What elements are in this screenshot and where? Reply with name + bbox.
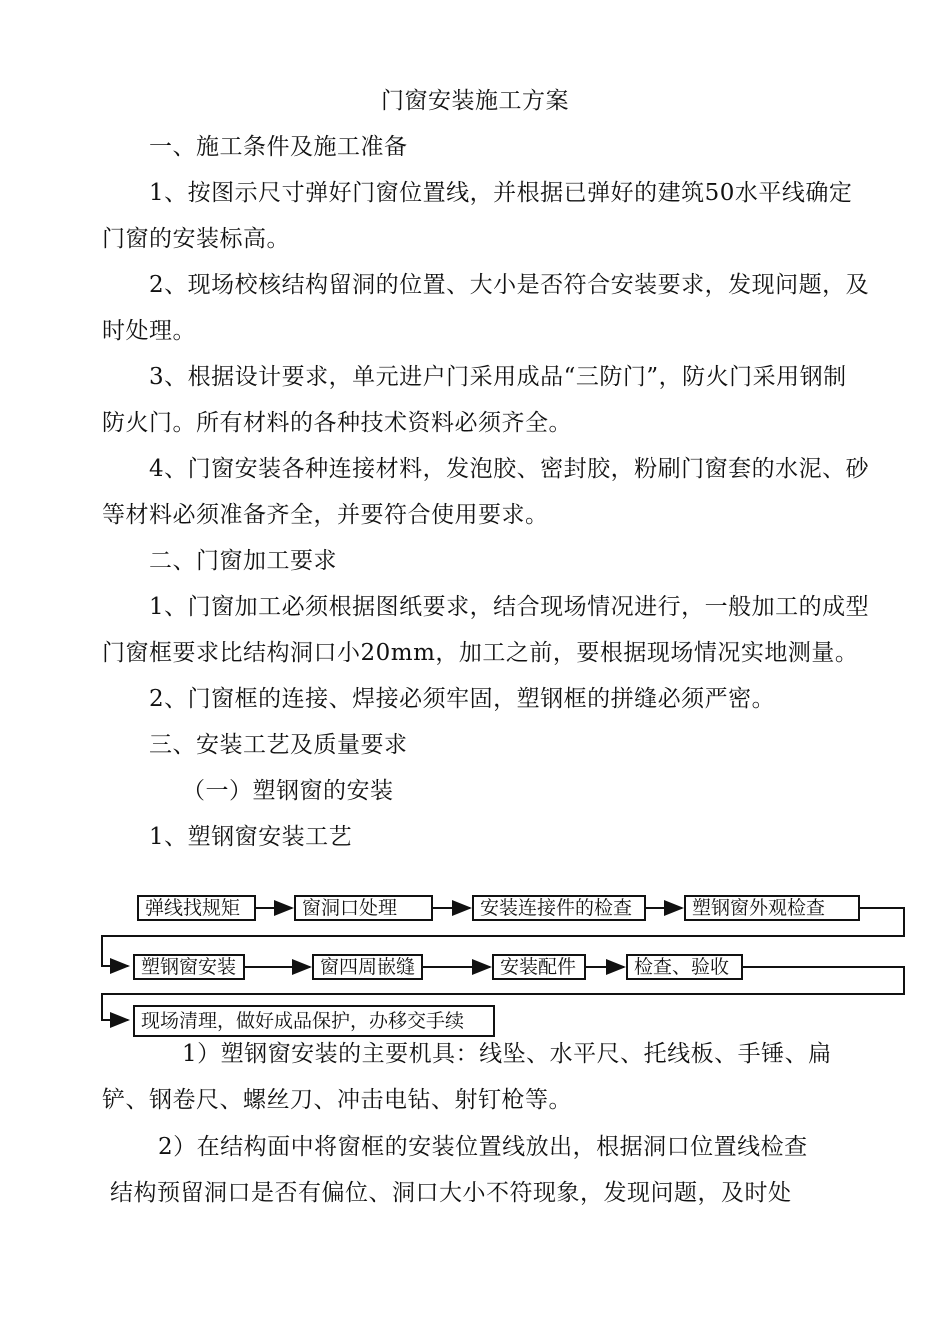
- section2-item1-line1: 1、门窗加工必须根据图纸要求，结合现场情况进行，一般加工的成型: [149, 594, 870, 620]
- flow-step-box: 窗洞口处理: [294, 895, 433, 921]
- section1-item3-line2: 防火门。所有材料的各种技术资料必须齐全。: [102, 410, 572, 436]
- section2-item2: 2、门窗框的连接、焊接必须牢固，塑钢框的拼缝必须严密。: [149, 686, 776, 712]
- flow-step-box: 检查、验收: [626, 954, 743, 980]
- section1-item4-line2: 等材料必须准备齐全，并要符合使用要求。: [102, 502, 549, 528]
- flow-step-box: 塑钢窗外观检查: [684, 895, 860, 921]
- page-title: 门窗安装施工方案: [381, 88, 569, 114]
- section1-item3-line1: 3、根据设计要求，单元进户门采用成品“三防门”，防火门采用钢制: [149, 364, 847, 390]
- section3-subheading: （一）塑钢窗的安装: [182, 778, 394, 804]
- flow-step-box: 安装配件: [492, 954, 586, 980]
- section1-item4-line1: 4、门窗安装各种连接材料，发泡胶、密封胶，粉刷门窗套的水泥、砂: [149, 456, 870, 482]
- note1-line2: 铲、钢卷尺、螺丝刀、冲击电钻、射钉枪等。: [102, 1087, 572, 1113]
- section3-item1: 1、塑钢窗安装工艺: [149, 824, 353, 850]
- flow-step-box: 安装连接件的检查: [472, 895, 646, 921]
- section1-item2-line1: 2、现场校核结构留洞的位置、大小是否符合安装要求，发现问题，及: [149, 272, 870, 298]
- section2-heading: 二、门窗加工要求: [149, 548, 337, 574]
- section2-item1-line2: 门窗框要求比结构洞口小20mm，加工之前，要根据现场情况实地测量。: [102, 640, 859, 666]
- section3-heading: 三、安装工艺及质量要求: [149, 732, 408, 758]
- section1-item2-line2: 时处理。: [102, 318, 196, 344]
- flow-step-box: 现场清理，做好成品保护，办移交手续: [133, 1005, 495, 1037]
- note1-line1: 1）塑钢窗安装的主要机具：线坠、水平尺、托线板、手锤、扁: [182, 1041, 832, 1067]
- flow-step-box: 弹线找规矩: [137, 895, 256, 921]
- section1-item1-line2: 门窗的安装标高。: [102, 226, 290, 252]
- section1-item1-line1: 1、按图示尺寸弹好门窗位置线，并根据已弹好的建筑50水平线确定: [149, 180, 853, 206]
- note2-line2: 结构预留洞口是否有偏位、洞口大小不符现象，发现问题，及时处: [110, 1180, 792, 1206]
- section1-heading: 一、施工条件及施工准备: [149, 134, 408, 160]
- flow-step-box: 塑钢窗安装: [133, 954, 245, 980]
- flow-step-box: 窗四周嵌缝: [312, 954, 423, 980]
- note2-line1: 2）在结构面中将窗框的安装位置线放出，根据洞口位置线检查: [158, 1134, 808, 1160]
